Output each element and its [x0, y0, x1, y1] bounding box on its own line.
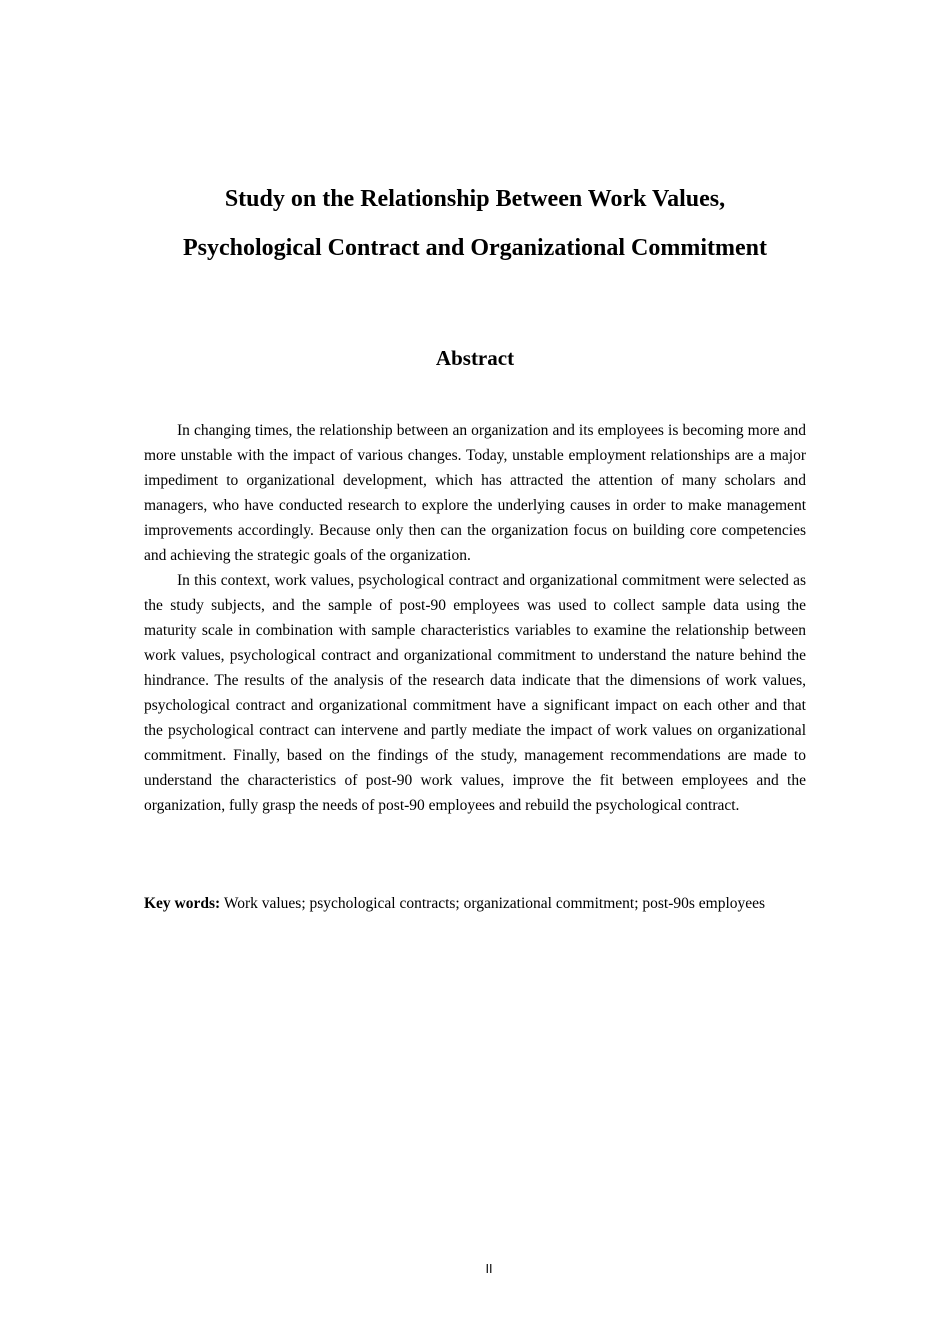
- page-number: II: [485, 1262, 493, 1276]
- keywords-label: Key words:: [144, 895, 221, 912]
- keywords-text: Work values; psychological contracts; organizational commitment; post-90s employees: [223, 895, 766, 912]
- document-title-line-1: Study on the Relationship Between Work Values,: [224, 186, 726, 212]
- abstract-paragraph: In this context, work values, psychological contract and organizational commitment were selected as the study subjects, and the sample of post-90 employees was used to collect sample data using the maturity scale in combination with sample characteristics variables to examine the relationship between work values, psychological contract and organizational commitment to understand the nature behind the hindrance. The results of the analysis of the research data indicate that the dimensions of work values, psychological contract and organizational commitment have a significant impact on each other and that the psychological contract can intervene and partly mediate the impact of work values on organizational commitment. Finally, based on the findings of the study, management recommendations are made to understand the characteristics of post-90 work values, improve the fit between employees and the organization, fully grasp the needs of post-90 employees and rebuild the psychological contract.: [144, 572, 806, 814]
- document-title-line-2: Psychological Contract and Organizational Commitment: [183, 235, 767, 261]
- abstract-paragraph: In changing times, the relationship between an organization and its employees is becoming more and more unstable with the impact of various changes. Today, unstable employment relationships are a major impediment to organizational development, which has attracted the attention of many scholars and managers, who have conducted research to explore the underlying causes in order to make management improvements accordingly. Because only then can the organization focus on building core competencies and achieving the strategic goals of the organization.: [144, 422, 806, 564]
- keywords: [144, 891, 806, 916]
- abstract-body: [144, 418, 806, 818]
- abstract-heading: Abstract: [435, 346, 515, 370]
